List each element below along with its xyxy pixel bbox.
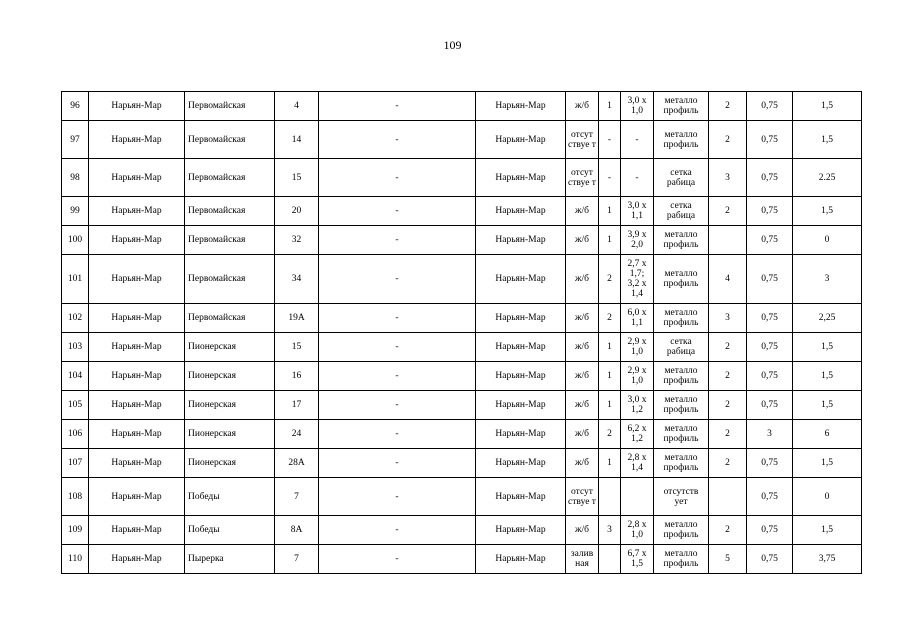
base-material-cell: ж/б	[566, 449, 599, 478]
table-row	[62, 449, 862, 478]
city-cell: Нарьян-Мар	[89, 516, 185, 545]
container-count-cell: 3	[709, 304, 747, 333]
container-volume-cell: 0,75	[747, 449, 793, 478]
container-volume-cell: 0,75	[747, 197, 793, 226]
row-number-cell: 105	[62, 391, 89, 420]
total-volume-cell: 1,5	[793, 391, 862, 420]
site-count-cell: 2	[599, 255, 621, 304]
total-volume-cell: 2.25	[793, 159, 862, 197]
street-cell: Пионерская	[185, 449, 275, 478]
site-size-cell: -	[621, 121, 654, 159]
locality-cell: Нарьян-Мар	[476, 333, 566, 362]
fence-type-cell: сетка рабица	[654, 333, 709, 362]
locality-cell: Нарьян-Мар	[476, 121, 566, 159]
container-volume-cell: 0,75	[747, 333, 793, 362]
container-volume-cell: 0,75	[747, 362, 793, 391]
city-cell: Нарьян-Мар	[89, 333, 185, 362]
base-material-cell: ж/б	[566, 197, 599, 226]
container-volume-cell: 0,75	[747, 255, 793, 304]
site-size-cell: 2,8 х 1,0	[621, 516, 654, 545]
row-number-cell: 96	[62, 92, 89, 121]
empty-dash-cell: -	[319, 159, 476, 197]
empty-dash-cell: -	[319, 255, 476, 304]
container-volume-cell: 0,75	[747, 478, 793, 516]
table-row	[62, 362, 862, 391]
site-count-cell: -	[599, 159, 621, 197]
street-cell: Первомайская	[185, 159, 275, 197]
locality-cell: Нарьян-Мар	[476, 391, 566, 420]
container-volume-cell: 0,75	[747, 545, 793, 574]
base-material-cell: ж/б	[566, 420, 599, 449]
street-cell: Пионерская	[185, 333, 275, 362]
site-count-cell: 1	[599, 333, 621, 362]
table-body	[62, 92, 862, 574]
city-cell: Нарьян-Мар	[89, 545, 185, 574]
table-row	[62, 121, 862, 159]
fence-type-cell: сетка рабица	[654, 159, 709, 197]
empty-dash-cell: -	[319, 391, 476, 420]
site-size-cell: 2,9 х 1,0	[621, 333, 654, 362]
fence-type-cell: металло профиль	[654, 255, 709, 304]
city-cell: Нарьян-Мар	[89, 159, 185, 197]
site-size-cell: 3,0 х 1,0	[621, 92, 654, 121]
city-cell: Нарьян-Мар	[89, 420, 185, 449]
site-count-cell: 1	[599, 197, 621, 226]
house-number-cell: 20	[275, 197, 319, 226]
row-number-cell: 107	[62, 449, 89, 478]
locality-cell: Нарьян-Мар	[476, 545, 566, 574]
base-material-cell: ж/б	[566, 255, 599, 304]
fence-type-cell: металло профиль	[654, 420, 709, 449]
total-volume-cell: 1,5	[793, 516, 862, 545]
site-count-cell: 2	[599, 304, 621, 333]
container-volume-cell: 3	[747, 420, 793, 449]
total-volume-cell: 1,5	[793, 197, 862, 226]
container-volume-cell: 0,75	[747, 516, 793, 545]
total-volume-cell: 6	[793, 420, 862, 449]
house-number-cell: 4	[275, 92, 319, 121]
fence-type-cell: металло профиль	[654, 304, 709, 333]
fence-type-cell: металло профиль	[654, 226, 709, 255]
empty-dash-cell: -	[319, 226, 476, 255]
street-cell: Пионерская	[185, 391, 275, 420]
table-row	[62, 92, 862, 121]
site-count-cell: 1	[599, 449, 621, 478]
empty-dash-cell: -	[319, 420, 476, 449]
base-material-cell: отсут ствуе т	[566, 478, 599, 516]
table-row	[62, 391, 862, 420]
street-cell: Пионерская	[185, 420, 275, 449]
row-number-cell: 108	[62, 478, 89, 516]
site-count-cell: 3	[599, 516, 621, 545]
fence-type-cell: металло профиль	[654, 391, 709, 420]
empty-dash-cell: -	[319, 478, 476, 516]
city-cell: Нарьян-Мар	[89, 304, 185, 333]
locality-cell: Нарьян-Мар	[476, 304, 566, 333]
fence-type-cell: сетка рабица	[654, 197, 709, 226]
city-cell: Нарьян-Мар	[89, 92, 185, 121]
house-number-cell: 28А	[275, 449, 319, 478]
container-count-cell: 2	[709, 121, 747, 159]
base-material-cell: ж/б	[566, 516, 599, 545]
row-number-cell: 110	[62, 545, 89, 574]
container-count-cell: 2	[709, 362, 747, 391]
row-number-cell: 101	[62, 255, 89, 304]
street-cell: Первомайская	[185, 92, 275, 121]
container-count-cell: 2	[709, 333, 747, 362]
locality-cell: Нарьян-Мар	[476, 362, 566, 391]
street-cell: Первомайская	[185, 121, 275, 159]
fence-type-cell: металло профиль	[654, 545, 709, 574]
site-count-cell: 1	[599, 391, 621, 420]
locality-cell: Нарьян-Мар	[476, 478, 566, 516]
street-cell: Первомайская	[185, 255, 275, 304]
site-size-cell	[621, 478, 654, 516]
base-material-cell: отсут ствуе т	[566, 121, 599, 159]
table-row	[62, 333, 862, 362]
container-volume-cell: 0,75	[747, 391, 793, 420]
empty-dash-cell: -	[319, 362, 476, 391]
site-size-cell: -	[621, 159, 654, 197]
fence-type-cell: металло профиль	[654, 121, 709, 159]
table-row	[62, 197, 862, 226]
site-size-cell: 6,2 х 1,2	[621, 420, 654, 449]
row-number-cell: 97	[62, 121, 89, 159]
table-row	[62, 545, 862, 574]
city-cell: Нарьян-Мар	[89, 226, 185, 255]
site-count-cell: 1	[599, 92, 621, 121]
container-count-cell: 2	[709, 391, 747, 420]
container-volume-cell: 0,75	[747, 159, 793, 197]
street-cell: Первомайская	[185, 304, 275, 333]
city-cell: Нарьян-Мар	[89, 478, 185, 516]
house-number-cell: 16	[275, 362, 319, 391]
site-count-cell: -	[599, 121, 621, 159]
table-row	[62, 226, 862, 255]
container-volume-cell: 0,75	[747, 304, 793, 333]
site-size-cell: 6,0 х 1,1	[621, 304, 654, 333]
locality-cell: Нарьян-Мар	[476, 255, 566, 304]
table-row	[62, 159, 862, 197]
fence-type-cell: металло профиль	[654, 516, 709, 545]
city-cell: Нарьян-Мар	[89, 391, 185, 420]
container-count-cell: 2	[709, 92, 747, 121]
container-count-cell	[709, 478, 747, 516]
container-count-cell	[709, 226, 747, 255]
container-count-cell: 4	[709, 255, 747, 304]
row-number-cell: 102	[62, 304, 89, 333]
empty-dash-cell: -	[319, 449, 476, 478]
site-count-cell: 1	[599, 226, 621, 255]
site-size-cell: 3,0 х 1,1	[621, 197, 654, 226]
table-row	[62, 516, 862, 545]
total-volume-cell: 3	[793, 255, 862, 304]
container-count-cell: 5	[709, 545, 747, 574]
house-number-cell: 15	[275, 159, 319, 197]
container-volume-cell: 0,75	[747, 121, 793, 159]
site-size-cell: 3,9 х 2,0	[621, 226, 654, 255]
house-number-cell: 15	[275, 333, 319, 362]
city-cell: Нарьян-Мар	[89, 197, 185, 226]
table-row	[62, 478, 862, 516]
locality-cell: Нарьян-Мар	[476, 516, 566, 545]
container-count-cell: 2	[709, 449, 747, 478]
site-size-cell: 3,0 х 1,2	[621, 391, 654, 420]
city-cell: Нарьян-Мар	[89, 121, 185, 159]
locality-cell: Нарьян-Мар	[476, 449, 566, 478]
house-number-cell: 34	[275, 255, 319, 304]
empty-dash-cell: -	[319, 92, 476, 121]
fence-type-cell: отсутств ует	[654, 478, 709, 516]
house-number-cell: 32	[275, 226, 319, 255]
row-number-cell: 109	[62, 516, 89, 545]
site-count-cell	[599, 478, 621, 516]
locality-cell: Нарьян-Мар	[476, 197, 566, 226]
house-number-cell: 7	[275, 478, 319, 516]
street-cell: Пионерская	[185, 362, 275, 391]
sites-table	[61, 91, 862, 574]
site-size-cell: 2,7 х 1,7; 3,2 х 1,4	[621, 255, 654, 304]
city-cell: Нарьян-Мар	[89, 362, 185, 391]
base-material-cell: ж/б	[566, 391, 599, 420]
empty-dash-cell: -	[319, 333, 476, 362]
street-cell: Пырерка	[185, 545, 275, 574]
total-volume-cell: 3,75	[793, 545, 862, 574]
container-count-cell: 2	[709, 197, 747, 226]
container-volume-cell: 0,75	[747, 92, 793, 121]
row-number-cell: 104	[62, 362, 89, 391]
total-volume-cell: 1,5	[793, 362, 862, 391]
street-cell: Первомайская	[185, 197, 275, 226]
row-number-cell: 99	[62, 197, 89, 226]
container-volume-cell: 0,75	[747, 226, 793, 255]
fence-type-cell: металло профиль	[654, 449, 709, 478]
table-row	[62, 255, 862, 304]
house-number-cell: 8А	[275, 516, 319, 545]
total-volume-cell: 0	[793, 478, 862, 516]
site-count-cell: 2	[599, 420, 621, 449]
total-volume-cell: 1,5	[793, 92, 862, 121]
house-number-cell: 14	[275, 121, 319, 159]
empty-dash-cell: -	[319, 516, 476, 545]
fence-type-cell: металло профиль	[654, 92, 709, 121]
empty-dash-cell: -	[319, 197, 476, 226]
base-material-cell: ж/б	[566, 92, 599, 121]
container-count-cell: 2	[709, 420, 747, 449]
site-size-cell: 2,8 х 1,4	[621, 449, 654, 478]
city-cell: Нарьян-Мар	[89, 449, 185, 478]
base-material-cell: ж/б	[566, 333, 599, 362]
row-number-cell: 100	[62, 226, 89, 255]
house-number-cell: 24	[275, 420, 319, 449]
total-volume-cell: 1,5	[793, 449, 862, 478]
table-row	[62, 304, 862, 333]
container-count-cell: 2	[709, 516, 747, 545]
base-material-cell: ж/б	[566, 304, 599, 333]
row-number-cell: 106	[62, 420, 89, 449]
total-volume-cell: 0	[793, 226, 862, 255]
base-material-cell: отсут ствуе т	[566, 159, 599, 197]
street-cell: Победы	[185, 516, 275, 545]
fence-type-cell: металло профиль	[654, 362, 709, 391]
site-count-cell: 1	[599, 362, 621, 391]
street-cell: Первомайская	[185, 226, 275, 255]
table-row	[62, 420, 862, 449]
base-material-cell: залив ная	[566, 545, 599, 574]
total-volume-cell: 2,25	[793, 304, 862, 333]
empty-dash-cell: -	[319, 304, 476, 333]
site-count-cell	[599, 545, 621, 574]
house-number-cell: 7	[275, 545, 319, 574]
total-volume-cell: 1,5	[793, 121, 862, 159]
base-material-cell: ж/б	[566, 226, 599, 255]
locality-cell: Нарьян-Мар	[476, 226, 566, 255]
site-size-cell: 6,7 х 1,5	[621, 545, 654, 574]
row-number-cell: 103	[62, 333, 89, 362]
container-count-cell: 3	[709, 159, 747, 197]
locality-cell: Нарьян-Мар	[476, 420, 566, 449]
page-number: 109	[443, 38, 462, 52]
site-size-cell: 2,9 х 1,0	[621, 362, 654, 391]
total-volume-cell: 1,5	[793, 333, 862, 362]
house-number-cell: 19А	[275, 304, 319, 333]
empty-dash-cell: -	[319, 545, 476, 574]
city-cell: Нарьян-Мар	[89, 255, 185, 304]
empty-dash-cell: -	[319, 121, 476, 159]
house-number-cell: 17	[275, 391, 319, 420]
locality-cell: Нарьян-Мар	[476, 92, 566, 121]
row-number-cell: 98	[62, 159, 89, 197]
base-material-cell: ж/б	[566, 362, 599, 391]
locality-cell: Нарьян-Мар	[476, 159, 566, 197]
street-cell: Победы	[185, 478, 275, 516]
